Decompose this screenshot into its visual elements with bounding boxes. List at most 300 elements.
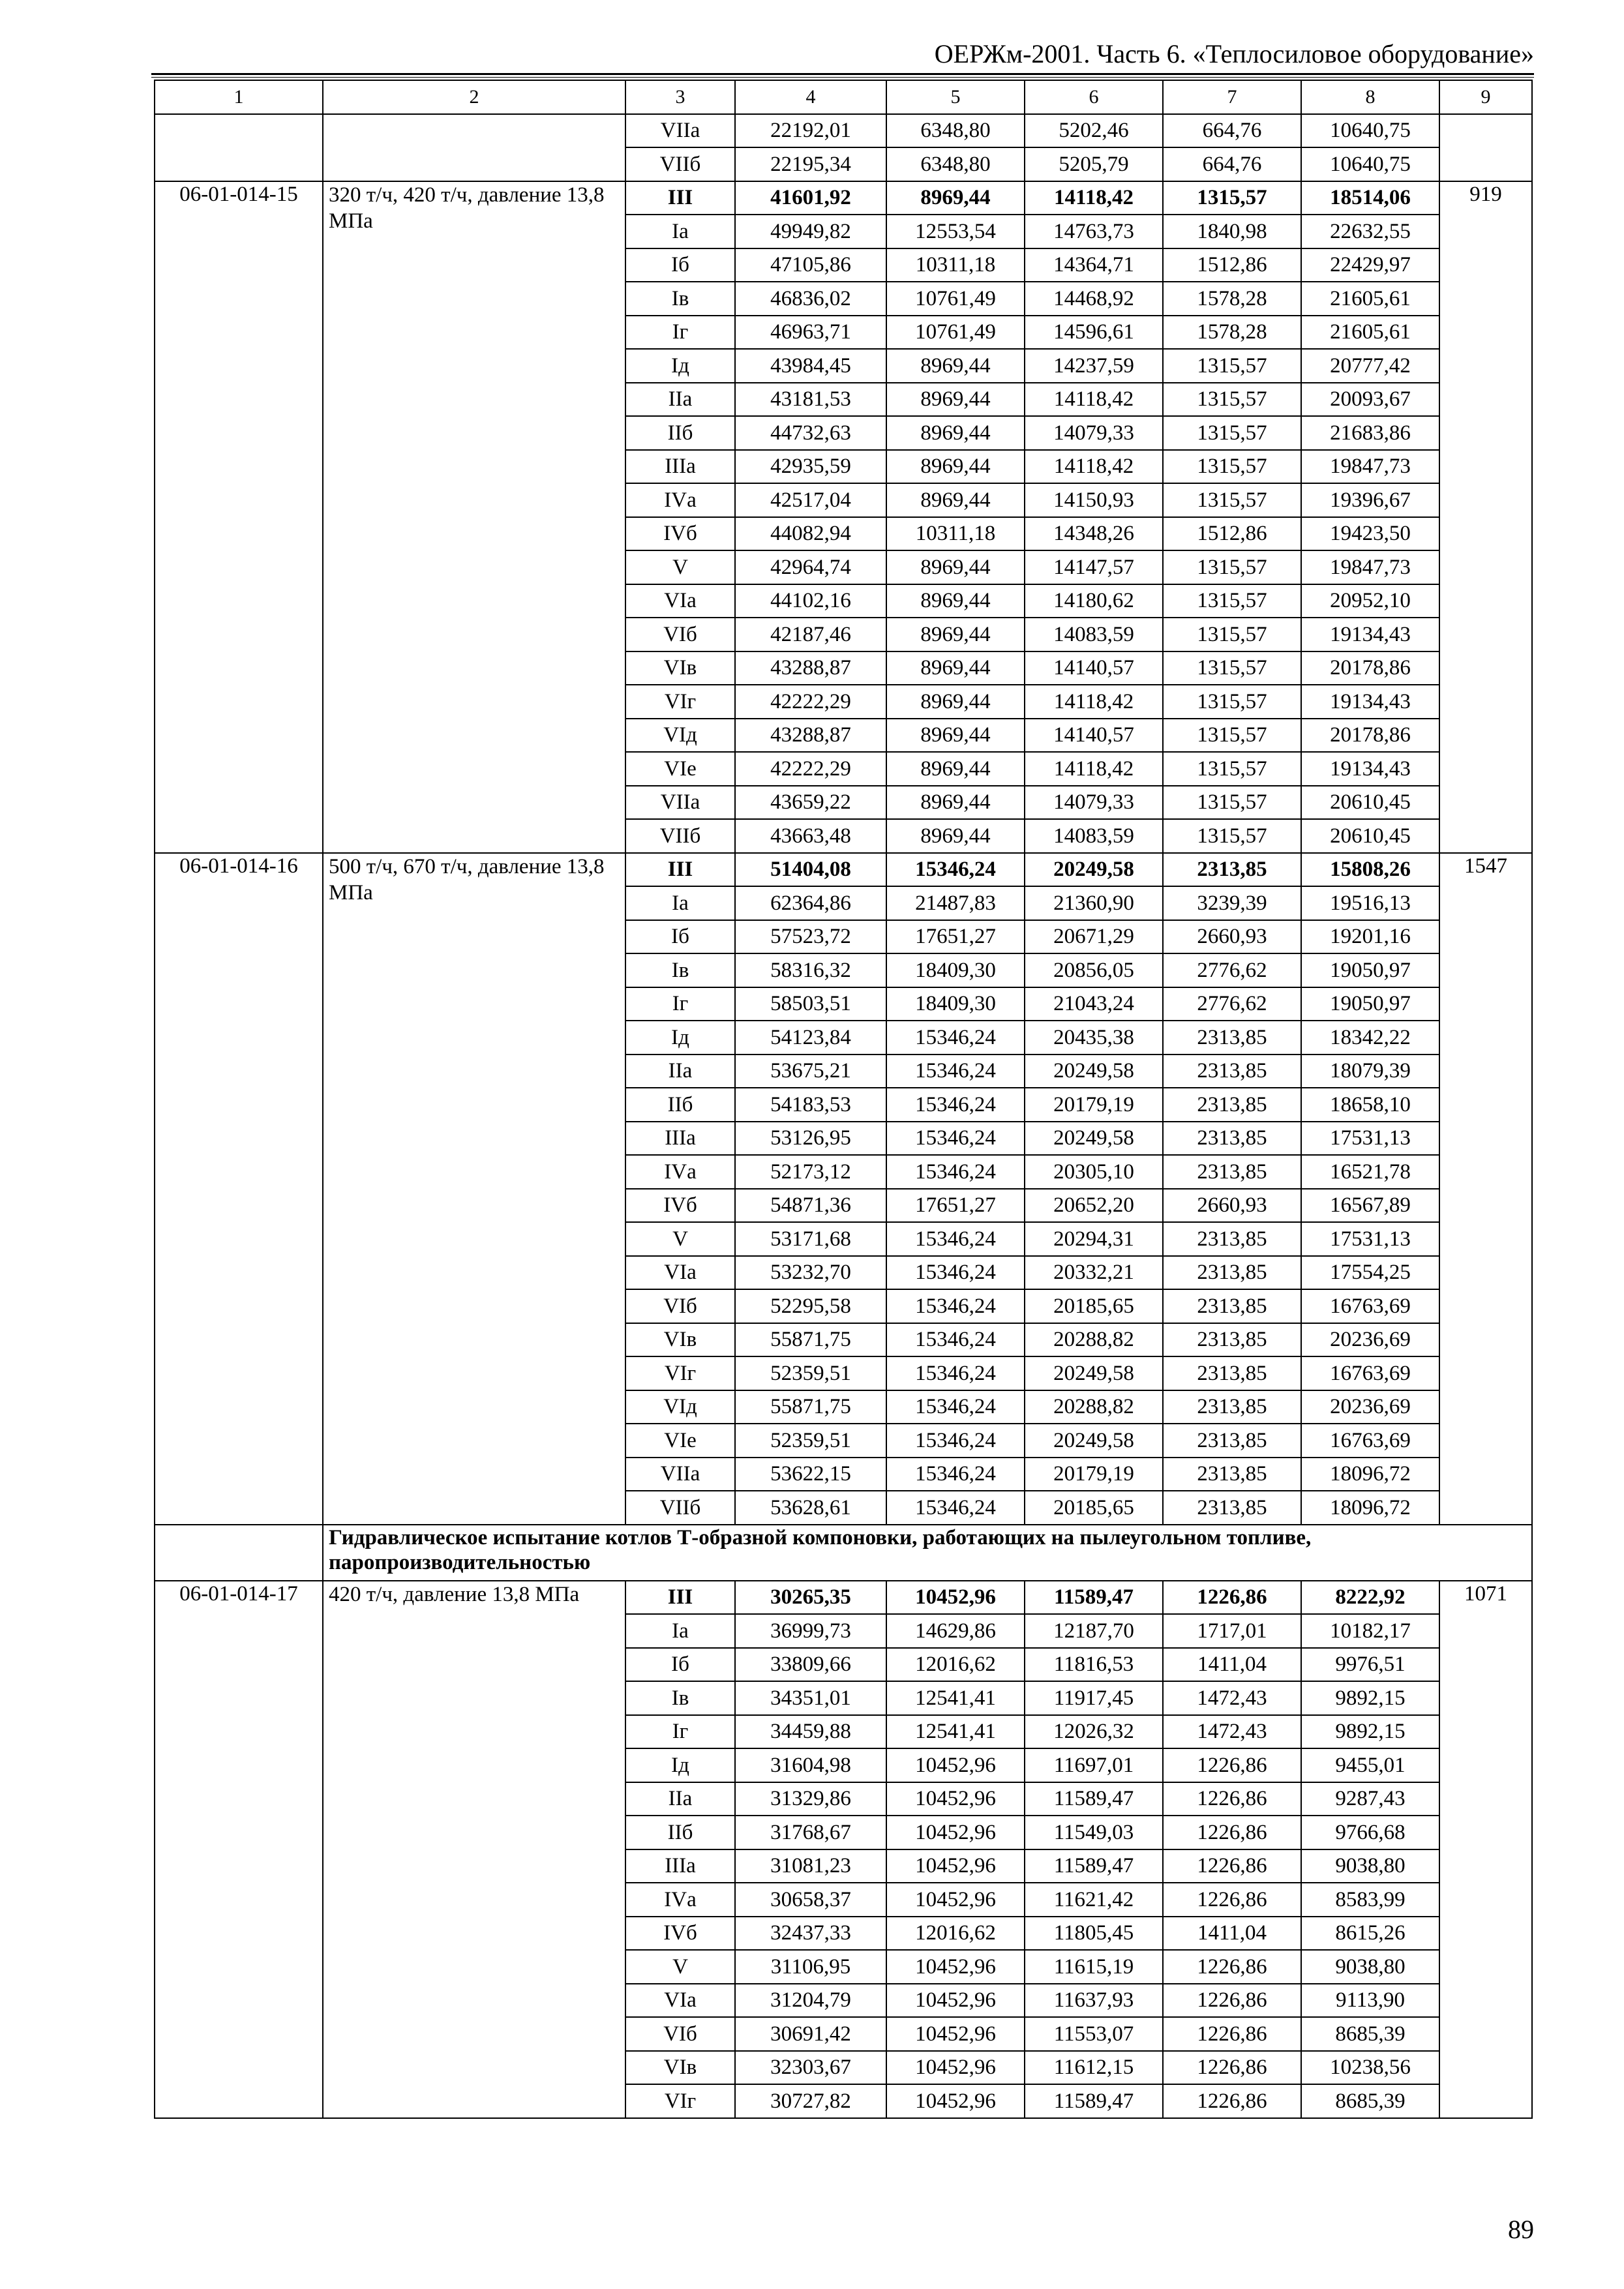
value-col4: 31329,86 [735, 1782, 886, 1816]
value-col8: 19423,50 [1301, 517, 1439, 551]
value-col6: 20435,38 [1025, 1021, 1163, 1055]
value-col7: 1315,57 [1163, 651, 1301, 685]
value-col6: 14083,59 [1025, 819, 1163, 853]
value-col6: 20671,29 [1025, 920, 1163, 954]
row-variant: IIа [625, 1055, 735, 1088]
value-col5: 10452,96 [886, 1950, 1025, 1984]
value-col7: 1226,86 [1163, 1849, 1301, 1883]
value-col6: 21360,90 [1025, 886, 1163, 920]
value-col5: 10311,18 [886, 248, 1025, 282]
value-col7: 2313,85 [1163, 1021, 1301, 1055]
value-col5: 8969,44 [886, 416, 1025, 450]
value-col8: 9287,43 [1301, 1782, 1439, 1816]
column-number-1: 1 [155, 80, 323, 114]
value-col6: 11589,47 [1025, 1849, 1163, 1883]
description-cell: 320 т/ч, 420 т/ч, давление 13,8 МПа [323, 181, 625, 853]
value-col7: 2313,85 [1163, 1458, 1301, 1491]
value-col8: 16763,69 [1301, 1289, 1439, 1323]
value-col5: 8969,44 [886, 819, 1025, 853]
value-col5: 15346,24 [886, 1256, 1025, 1290]
row-variant: VIд [625, 1390, 735, 1424]
value-col7: 1226,86 [1163, 2051, 1301, 2085]
code-cell: 06-01-014-15 [155, 181, 323, 853]
value-col6: 20185,65 [1025, 1289, 1163, 1323]
value-col6: 11637,93 [1025, 1984, 1163, 2018]
value-col4: 54871,36 [735, 1189, 886, 1223]
row-variant: VIг [625, 685, 735, 719]
value-col8: 18514,06 [1301, 181, 1439, 215]
value-col8: 8583,99 [1301, 1883, 1439, 1917]
value-col8: 20952,10 [1301, 584, 1439, 618]
value-col6: 14079,33 [1025, 416, 1163, 450]
value-col7: 1315,57 [1163, 819, 1301, 853]
row-variant: IVб [625, 1189, 735, 1223]
value-col7: 2776,62 [1163, 987, 1301, 1021]
value-col4: 53126,95 [735, 1122, 886, 1156]
value-col4: 52295,58 [735, 1289, 886, 1323]
row-variant: Iв [625, 282, 735, 316]
value-col4: 31768,67 [735, 1816, 886, 1849]
value-col7: 1411,04 [1163, 1917, 1301, 1951]
value-col4: 54123,84 [735, 1021, 886, 1055]
row-variant: VIIа [625, 786, 735, 820]
value-col8: 9038,80 [1301, 1950, 1439, 1984]
value-col7: 1226,86 [1163, 1748, 1301, 1782]
value-col6: 11621,42 [1025, 1883, 1163, 1917]
header-rule-thin [151, 77, 1534, 78]
value-col6: 14118,42 [1025, 752, 1163, 786]
value-col6: 20179,19 [1025, 1088, 1163, 1122]
value-col7: 2313,85 [1163, 1390, 1301, 1424]
value-col4: 55871,75 [735, 1323, 886, 1357]
value-col5: 8969,44 [886, 786, 1025, 820]
value-col4: 53628,61 [735, 1491, 886, 1525]
value-col7: 2313,85 [1163, 1256, 1301, 1290]
value-col7: 3239,39 [1163, 886, 1301, 920]
row-variant: VIг [625, 2084, 735, 2118]
value-col4: 49949,82 [735, 215, 886, 248]
row-variant: VIб [625, 2017, 735, 2051]
row-variant: Iд [625, 1021, 735, 1055]
value-col7: 1578,28 [1163, 282, 1301, 316]
row-variant: V [625, 1950, 735, 1984]
value-col4: 41601,92 [735, 181, 886, 215]
value-col8: 9892,15 [1301, 1681, 1439, 1715]
column-number-5: 5 [886, 80, 1025, 114]
value-col8: 16763,69 [1301, 1424, 1439, 1458]
value-col7: 1315,57 [1163, 349, 1301, 383]
value-col5: 12016,62 [886, 1917, 1025, 1951]
row-variant: Iд [625, 1748, 735, 1782]
value-col6: 20179,19 [1025, 1458, 1163, 1491]
value-col4: 31106,95 [735, 1950, 886, 1984]
value-col4: 52173,12 [735, 1155, 886, 1189]
value-col7: 1226,86 [1163, 1883, 1301, 1917]
value-col5: 8969,44 [886, 618, 1025, 651]
value-col4: 51404,08 [735, 853, 886, 887]
value-col5: 10761,49 [886, 282, 1025, 316]
row-variant: Iб [625, 920, 735, 954]
value-col8: 16763,69 [1301, 1356, 1439, 1390]
value-col7: 2313,85 [1163, 1155, 1301, 1189]
table-row [155, 853, 1532, 887]
value-col5: 8969,44 [886, 450, 1025, 484]
value-col4: 36999,73 [735, 1614, 886, 1648]
code-cell: 06-01-014-17 [155, 1581, 323, 2118]
value-col6: 14118,42 [1025, 450, 1163, 484]
value-col5: 17651,27 [886, 1189, 1025, 1223]
value-col4: 42935,59 [735, 450, 886, 484]
value-col7: 1717,01 [1163, 1614, 1301, 1648]
row-variant: Iд [625, 349, 735, 383]
value-col8: 20093,67 [1301, 383, 1439, 417]
section-spacer [155, 1525, 323, 1581]
row-variant: Iа [625, 1614, 735, 1648]
value-col4: 34459,88 [735, 1715, 886, 1749]
row-variant: IIб [625, 416, 735, 450]
value-col5: 8969,44 [886, 719, 1025, 753]
value-col7: 1472,43 [1163, 1681, 1301, 1715]
value-col5: 15346,24 [886, 1424, 1025, 1458]
value-col7: 664,76 [1163, 114, 1301, 148]
value-col8: 16521,78 [1301, 1155, 1439, 1189]
value-col7: 1315,57 [1163, 786, 1301, 820]
value-col4: 42222,29 [735, 752, 886, 786]
row-variant: VIIб [625, 1491, 735, 1525]
value-col7: 2776,62 [1163, 953, 1301, 987]
value-col4: 44732,63 [735, 416, 886, 450]
row-variant: VIв [625, 2051, 735, 2085]
value-col7: 1315,57 [1163, 618, 1301, 651]
value-col7: 1315,57 [1163, 550, 1301, 584]
value-col4: 44082,94 [735, 517, 886, 551]
value-col7: 1512,86 [1163, 517, 1301, 551]
value-col5: 12016,62 [886, 1648, 1025, 1682]
value-col5: 10452,96 [886, 1984, 1025, 2018]
value-col8: 8685,39 [1301, 2084, 1439, 2118]
value-col6: 20249,58 [1025, 1356, 1163, 1390]
value-col8: 20178,86 [1301, 719, 1439, 753]
value-col8: 17531,13 [1301, 1222, 1439, 1256]
value-col8: 10238,56 [1301, 2051, 1439, 2085]
value-col6: 20249,58 [1025, 853, 1163, 887]
value-col6: 20288,82 [1025, 1323, 1163, 1357]
value-col7: 1226,86 [1163, 1581, 1301, 1615]
row-variant: V [625, 550, 735, 584]
value-col6: 14763,73 [1025, 215, 1163, 248]
value-col6: 14468,92 [1025, 282, 1163, 316]
value-col5: 10452,96 [886, 2051, 1025, 2085]
value-col4: 57523,72 [735, 920, 886, 954]
value-col4: 43659,22 [735, 786, 886, 820]
value-col4: 55871,75 [735, 1390, 886, 1424]
value-col6: 11615,19 [1025, 1950, 1163, 1984]
row-variant: IIIа [625, 450, 735, 484]
value-col6: 11917,45 [1025, 1681, 1163, 1715]
row-variant: VIб [625, 618, 735, 651]
table-row [155, 181, 1532, 215]
column-number-2: 2 [323, 80, 625, 114]
value-col5: 10761,49 [886, 316, 1025, 350]
value-col6: 20249,58 [1025, 1424, 1163, 1458]
value-col5: 10452,96 [886, 1816, 1025, 1849]
value-col5: 15346,24 [886, 1055, 1025, 1088]
value-col7: 2313,85 [1163, 853, 1301, 887]
value-col4: 62364,86 [735, 886, 886, 920]
value-col7: 1226,86 [1163, 1984, 1301, 2018]
value-col8: 9976,51 [1301, 1648, 1439, 1682]
value-col4: 46836,02 [735, 282, 886, 316]
description-cell: 420 т/ч, давление 13,8 МПа [323, 1581, 625, 2118]
value-col5: 8969,44 [886, 685, 1025, 719]
value-col5: 15346,24 [886, 1356, 1025, 1390]
value-col4: 34351,01 [735, 1681, 886, 1715]
row-variant: Iг [625, 316, 735, 350]
value-col8: 17554,25 [1301, 1256, 1439, 1290]
value-col7: 2660,93 [1163, 920, 1301, 954]
value-col4: 33809,66 [735, 1648, 886, 1682]
row-variant: III [625, 853, 735, 887]
price-table-body [155, 80, 1532, 2118]
column-number-3: 3 [625, 80, 735, 114]
value-col6: 11549,03 [1025, 1816, 1163, 1849]
row-variant: VIIа [625, 114, 735, 148]
value-col5: 8969,44 [886, 349, 1025, 383]
value-col6: 11589,47 [1025, 1782, 1163, 1816]
value-col6: 20294,31 [1025, 1222, 1163, 1256]
value-col7: 1472,43 [1163, 1715, 1301, 1749]
page-number: 89 [1508, 2215, 1534, 2244]
value-col6: 11553,07 [1025, 2017, 1163, 2051]
value-col8: 20178,86 [1301, 651, 1439, 685]
value-col6: 14147,57 [1025, 550, 1163, 584]
value-col7: 1315,57 [1163, 383, 1301, 417]
value-col4: 32303,67 [735, 2051, 886, 2085]
row-variant: VIIб [625, 819, 735, 853]
value-col8: 15808,26 [1301, 853, 1439, 887]
value-col8: 19516,13 [1301, 886, 1439, 920]
column-number-8: 8 [1301, 80, 1439, 114]
value-col8: 9766,68 [1301, 1816, 1439, 1849]
value-col4: 53622,15 [735, 1458, 886, 1491]
value-col7: 2313,85 [1163, 1289, 1301, 1323]
value-col6: 14150,93 [1025, 483, 1163, 517]
value-col7: 2313,85 [1163, 1088, 1301, 1122]
value-col7: 1226,86 [1163, 1950, 1301, 1984]
row-variant: VIа [625, 1256, 735, 1290]
value-col5: 15346,24 [886, 1222, 1025, 1256]
value-col5: 21487,83 [886, 886, 1025, 920]
row-variant: IIа [625, 383, 735, 417]
value-col7: 1315,57 [1163, 685, 1301, 719]
total-cell [1439, 114, 1532, 181]
value-col6: 20332,21 [1025, 1256, 1163, 1290]
value-col4: 58316,32 [735, 953, 886, 987]
value-col4: 43288,87 [735, 719, 886, 753]
value-col8: 21605,61 [1301, 282, 1439, 316]
value-col5: 15346,24 [886, 1390, 1025, 1424]
value-col8: 8615,26 [1301, 1917, 1439, 1951]
value-col6: 14140,57 [1025, 719, 1163, 753]
value-col6: 14079,33 [1025, 786, 1163, 820]
header-rule-thick [151, 73, 1534, 75]
value-col8: 20236,69 [1301, 1323, 1439, 1357]
value-col6: 20652,20 [1025, 1189, 1163, 1223]
value-col4: 30658,37 [735, 1883, 886, 1917]
row-variant: VIIб [625, 147, 735, 181]
value-col6: 14596,61 [1025, 316, 1163, 350]
value-col5: 10452,96 [886, 1748, 1025, 1782]
value-col5: 8969,44 [886, 651, 1025, 685]
value-col6: 12187,70 [1025, 1614, 1163, 1648]
value-col6: 20856,05 [1025, 953, 1163, 987]
value-col5: 14629,86 [886, 1614, 1025, 1648]
value-col5: 8969,44 [886, 752, 1025, 786]
value-col5: 15346,24 [886, 1323, 1025, 1357]
value-col8: 21605,61 [1301, 316, 1439, 350]
value-col7: 664,76 [1163, 147, 1301, 181]
row-variant: V [625, 1222, 735, 1256]
value-col8: 19201,16 [1301, 920, 1439, 954]
value-col8: 19847,73 [1301, 550, 1439, 584]
value-col8: 8222,92 [1301, 1581, 1439, 1615]
row-variant: VIв [625, 1323, 735, 1357]
row-variant: Iб [625, 248, 735, 282]
value-col6: 11589,47 [1025, 1581, 1163, 1615]
value-col4: 30691,42 [735, 2017, 886, 2051]
value-col8: 22632,55 [1301, 215, 1439, 248]
value-col8: 18658,10 [1301, 1088, 1439, 1122]
column-number-6: 6 [1025, 80, 1163, 114]
value-col4: 58503,51 [735, 987, 886, 1021]
value-col8: 9892,15 [1301, 1715, 1439, 1749]
value-col6: 12026,32 [1025, 1715, 1163, 1749]
row-variant: VIв [625, 651, 735, 685]
value-col5: 10452,96 [886, 2017, 1025, 2051]
value-col4: 42517,04 [735, 483, 886, 517]
row-variant: Iв [625, 1681, 735, 1715]
value-col6: 11816,53 [1025, 1648, 1163, 1682]
value-col8: 20610,45 [1301, 819, 1439, 853]
total-cell: 1071 [1439, 1581, 1532, 2118]
value-col4: 52359,51 [735, 1356, 886, 1390]
value-col8: 10182,17 [1301, 1614, 1439, 1648]
value-col6: 14118,42 [1025, 181, 1163, 215]
value-col6: 14083,59 [1025, 618, 1163, 651]
row-variant: IIIа [625, 1849, 735, 1883]
row-variant: VIа [625, 1984, 735, 2018]
value-col7: 2660,93 [1163, 1189, 1301, 1223]
value-col8: 18079,39 [1301, 1055, 1439, 1088]
row-variant: Iб [625, 1648, 735, 1682]
value-col8: 18342,22 [1301, 1021, 1439, 1055]
row-variant: IVб [625, 517, 735, 551]
value-col5: 15346,24 [886, 853, 1025, 887]
price-table [154, 80, 1533, 2119]
row-variant: IVа [625, 1883, 735, 1917]
value-col4: 52359,51 [735, 1424, 886, 1458]
value-col7: 2313,85 [1163, 1424, 1301, 1458]
value-col5: 15346,24 [886, 1122, 1025, 1156]
row-variant: VIе [625, 1424, 735, 1458]
value-col7: 1411,04 [1163, 1648, 1301, 1682]
value-col5: 12541,41 [886, 1681, 1025, 1715]
value-col5: 15346,24 [886, 1021, 1025, 1055]
value-col6: 5205,79 [1025, 147, 1163, 181]
value-col5: 8969,44 [886, 584, 1025, 618]
table-row [155, 1581, 1532, 1615]
value-col7: 2313,85 [1163, 1222, 1301, 1256]
value-col6: 5202,46 [1025, 114, 1163, 148]
value-col5: 15346,24 [886, 1289, 1025, 1323]
value-col7: 1578,28 [1163, 316, 1301, 350]
row-variant: Iа [625, 215, 735, 248]
column-number-row [155, 80, 1532, 114]
row-variant: VIIа [625, 1458, 735, 1491]
total-cell: 1547 [1439, 853, 1532, 1525]
value-col8: 20610,45 [1301, 786, 1439, 820]
value-col7: 1315,57 [1163, 450, 1301, 484]
value-col8: 10640,75 [1301, 114, 1439, 148]
value-col5: 15346,24 [886, 1155, 1025, 1189]
value-col7: 1315,57 [1163, 584, 1301, 618]
row-variant: VIг [625, 1356, 735, 1390]
value-col5: 15346,24 [886, 1088, 1025, 1122]
value-col6: 14118,42 [1025, 383, 1163, 417]
value-col4: 53675,21 [735, 1055, 886, 1088]
value-col5: 8969,44 [886, 483, 1025, 517]
value-col4: 54183,53 [735, 1088, 886, 1122]
value-col4: 22195,34 [735, 147, 886, 181]
value-col7: 1226,86 [1163, 1782, 1301, 1816]
value-col4: 30265,35 [735, 1581, 886, 1615]
row-variant: IIб [625, 1816, 735, 1849]
value-col8: 9455,01 [1301, 1748, 1439, 1782]
value-col8: 19396,67 [1301, 483, 1439, 517]
value-col4: 43181,53 [735, 383, 886, 417]
value-col6: 20249,58 [1025, 1055, 1163, 1088]
value-col6: 14180,62 [1025, 584, 1163, 618]
section-row [155, 1525, 1532, 1581]
value-col5: 18409,30 [886, 987, 1025, 1021]
value-col4: 43984,45 [735, 349, 886, 383]
value-col7: 2313,85 [1163, 1122, 1301, 1156]
value-col4: 43663,48 [735, 819, 886, 853]
value-col7: 1226,86 [1163, 2017, 1301, 2051]
value-col7: 1315,57 [1163, 416, 1301, 450]
row-variant: Iв [625, 953, 735, 987]
value-col7: 1512,86 [1163, 248, 1301, 282]
value-col6: 11697,01 [1025, 1748, 1163, 1782]
row-variant: VIб [625, 1289, 735, 1323]
value-col5: 10452,96 [886, 1782, 1025, 1816]
value-col4: 46963,71 [735, 316, 886, 350]
value-col5: 10311,18 [886, 517, 1025, 551]
value-col4: 42187,46 [735, 618, 886, 651]
value-col8: 19050,97 [1301, 953, 1439, 987]
value-col4: 31604,98 [735, 1748, 886, 1782]
value-col7: 1840,98 [1163, 215, 1301, 248]
value-col7: 1315,57 [1163, 719, 1301, 753]
value-col7: 1315,57 [1163, 752, 1301, 786]
value-col4: 31204,79 [735, 1984, 886, 2018]
column-number-7: 7 [1163, 80, 1301, 114]
value-col5: 12541,41 [886, 1715, 1025, 1749]
value-col6: 20249,58 [1025, 1122, 1163, 1156]
value-col5: 10452,96 [886, 2084, 1025, 2118]
row-variant: VIа [625, 584, 735, 618]
row-variant: IIа [625, 1782, 735, 1816]
